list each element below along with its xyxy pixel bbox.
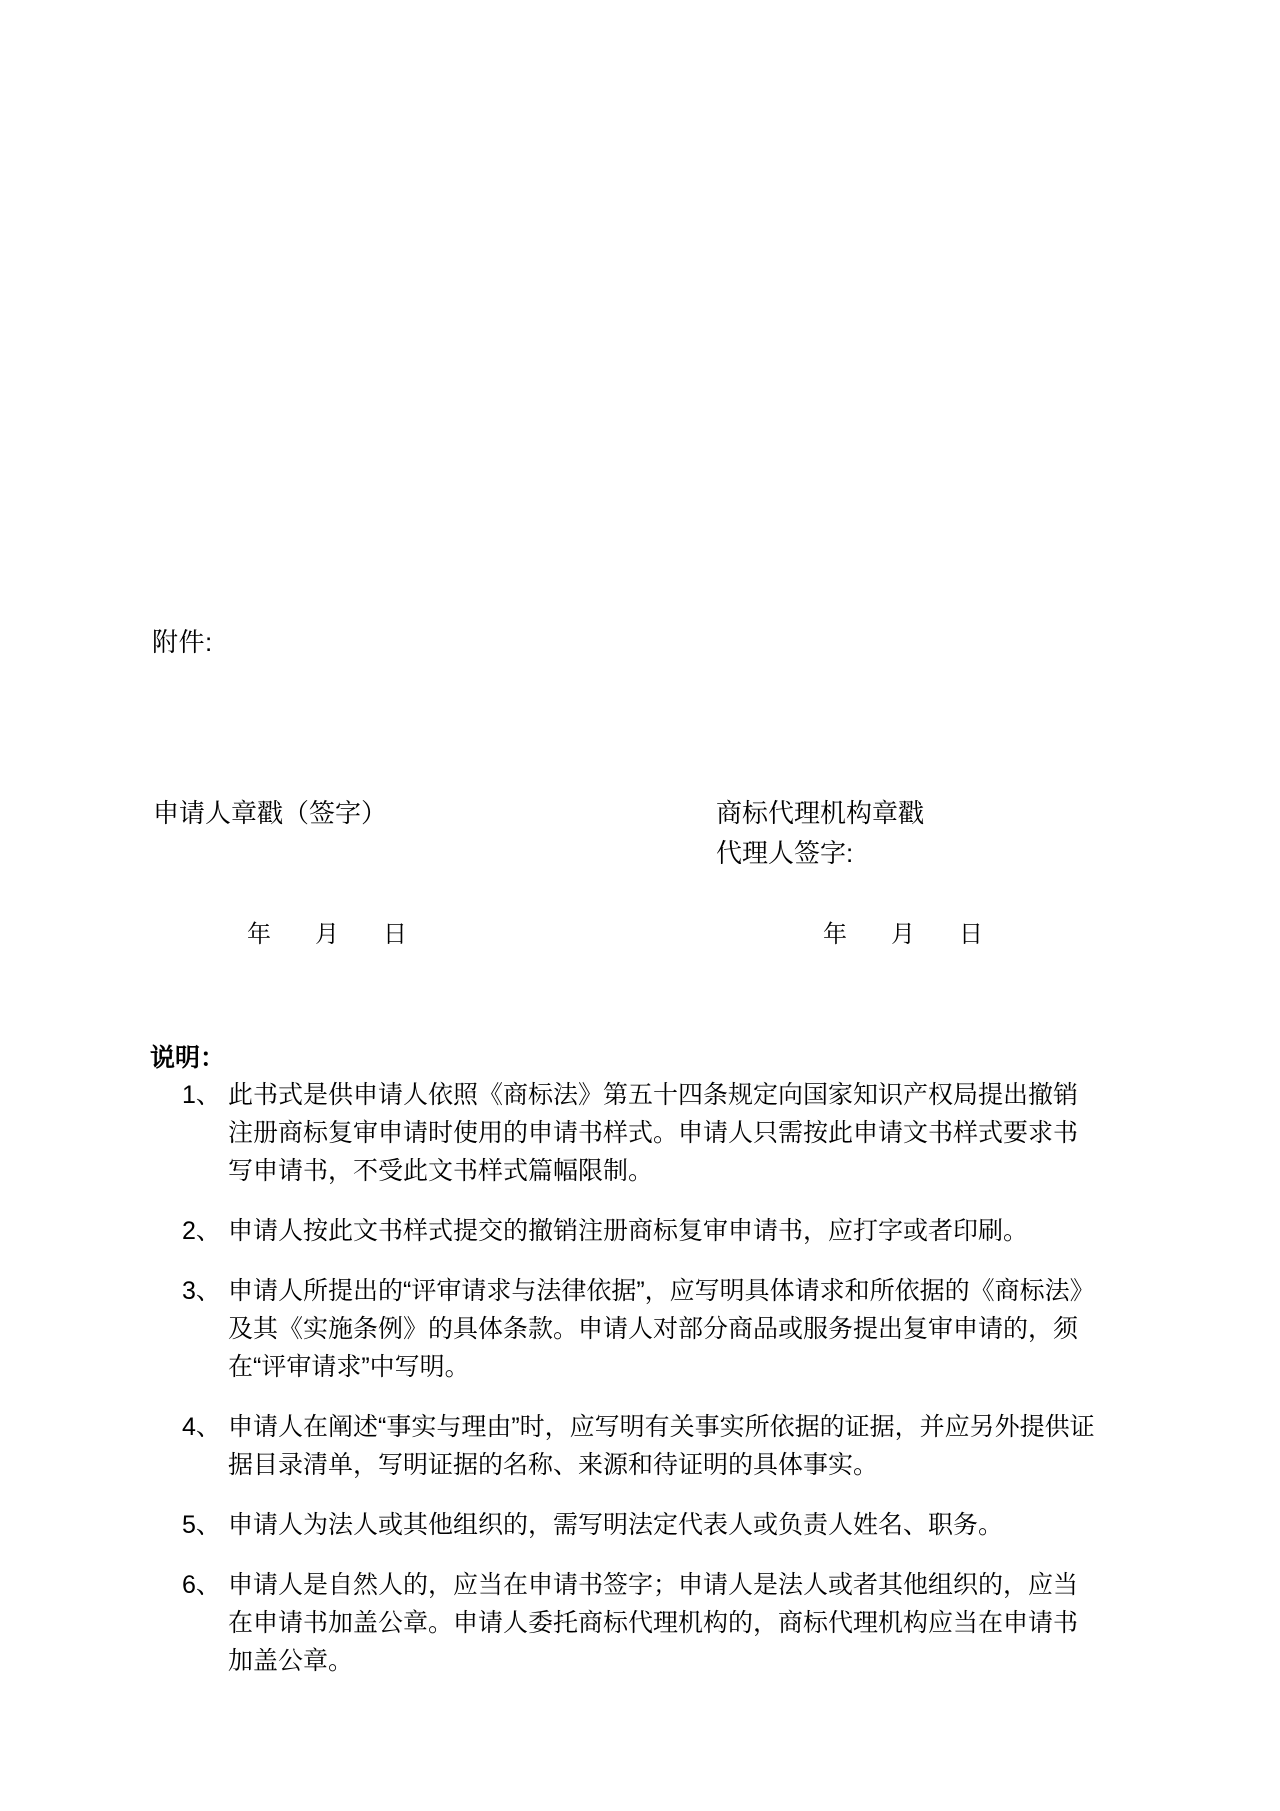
note-line: 注册商标复审申请时使用的申请书样式。申请人只需按此申请文书样式要求书 (228, 1119, 1079, 1147)
note-item (150, 1506, 1050, 1544)
note-body (228, 1076, 1079, 1190)
note-line: 申请人在阐述“事实与理由”时，应写明有关事实所依据的证据，并应另外提供证 (228, 1413, 1095, 1441)
note-body (228, 1212, 1050, 1250)
note-body (228, 1408, 1095, 1484)
applicant-date-line: 年 月 日 (247, 921, 417, 948)
note-body (228, 1272, 1095, 1386)
note-body (228, 1566, 1079, 1680)
agency-signature-column (716, 793, 1176, 873)
note-number: 4、 (182, 1413, 221, 1441)
note-number: 3、 (182, 1277, 221, 1305)
note-line: 在申请书加盖公章。申请人委托商标代理机构的，商标代理机构应当在申请书 (228, 1609, 1079, 1637)
note-number: 1、 (182, 1081, 221, 1109)
note-item (150, 1272, 1095, 1386)
note-number: 2、 (182, 1217, 221, 1245)
note-line: 及其《实施条例》的具体条款。申请人对部分商品或服务提出复审申请的，须 (228, 1315, 1079, 1343)
note-item (150, 1076, 1079, 1190)
notes-list (150, 1076, 1095, 1702)
note-line: 写申请书，不受此文书样式篇幅限制。 (228, 1157, 654, 1185)
agency-date-line: 年 月 日 (823, 921, 993, 948)
note-number: 5、 (182, 1511, 221, 1539)
note-line: 申请人是自然人的，应当在申请书签字；申请人是法人或者其他组织的，应当 (228, 1571, 1079, 1599)
applicant-seal-label: 申请人章戳（签字） (153, 798, 388, 828)
note-line: 在“评审请求”中写明。 (228, 1353, 470, 1381)
note-line: 申请人按此文书样式提交的撤销注册商标复审申请书，应打字或者印刷。 (228, 1217, 1029, 1245)
signature-block (0, 793, 1280, 963)
note-line: 据目录清单，写明证据的名称、来源和待证明的具体事实。 (228, 1451, 879, 1479)
note-number: 6、 (182, 1571, 221, 1599)
note-line: 此书式是供申请人依照《商标法》第五十四条规定向国家知识产权局提出撤销 (228, 1081, 1079, 1109)
note-line: 申请人为法人或其他组织的，需写明法定代表人或负责人姓名、职务。 (228, 1511, 1004, 1539)
note-item (150, 1212, 1050, 1250)
notes-title: 说明： (150, 1044, 226, 1072)
note-item (150, 1408, 1095, 1484)
agency-seal-label: 商标代理机构章戳 (716, 798, 925, 828)
attachment-label: 附件: (152, 627, 213, 657)
applicant-signature-column (153, 793, 653, 833)
note-line: 申请人所提出的“评审请求与法律依据”，应写明具体请求和所依据的《商标法》 (228, 1277, 1095, 1305)
agent-signature-label: 代理人签字: (716, 838, 854, 868)
note-body (228, 1506, 1050, 1544)
note-line: 加盖公章。 (228, 1647, 354, 1675)
note-item (150, 1566, 1079, 1680)
